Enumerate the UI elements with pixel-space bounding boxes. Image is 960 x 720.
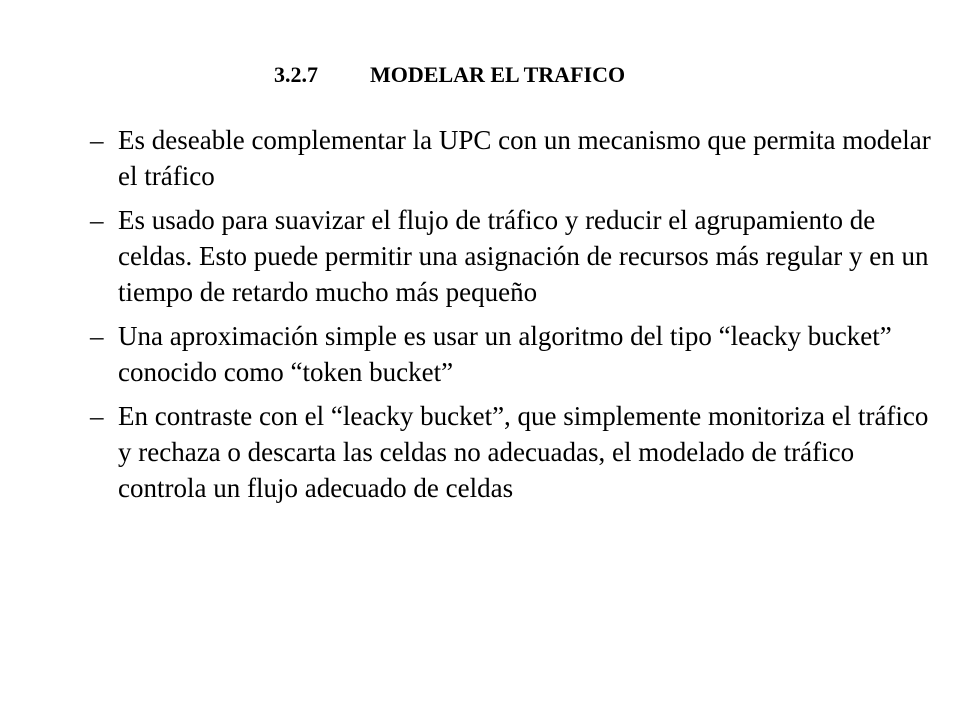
bullet-text: Una aproximación simple es usar un algoritmo del tipo “leacky bucket” conocido como “token bucket” — [118, 321, 892, 387]
bullet-dash: – — [90, 205, 104, 235]
section-title: MODELAR EL TRAFICO — [370, 62, 626, 87]
bullet-item — [90, 122, 940, 194]
bullet-item — [90, 318, 940, 390]
bullet-text: Es usado para suavizar el flujo de tráfico y reducir el agrupamiento de celdas. Esto puede permitir una asignación de recursos más regular y en un tiempo de retardo mucho más pequeño — [118, 205, 929, 307]
section-heading — [274, 62, 625, 88]
bullet-item — [90, 398, 940, 506]
bullet-dash: – — [90, 125, 104, 155]
section-number: 3.2.7 — [274, 62, 318, 87]
bullet-text: En contraste con el “leacky bucket”, que simplemente monitoriza el tráfico y rechaza o descarta las celdas no adecuadas, el modelado de tráfico controla un flujo adecuado de celdas — [118, 401, 929, 503]
bullet-dash: – — [90, 321, 104, 351]
bullet-text: Es deseable complementar la UPC con un mecanismo que permita modelar el tráfico — [118, 125, 931, 191]
bullet-item — [90, 202, 940, 310]
bullet-list — [90, 122, 940, 514]
bullet-dash: – — [90, 401, 104, 431]
